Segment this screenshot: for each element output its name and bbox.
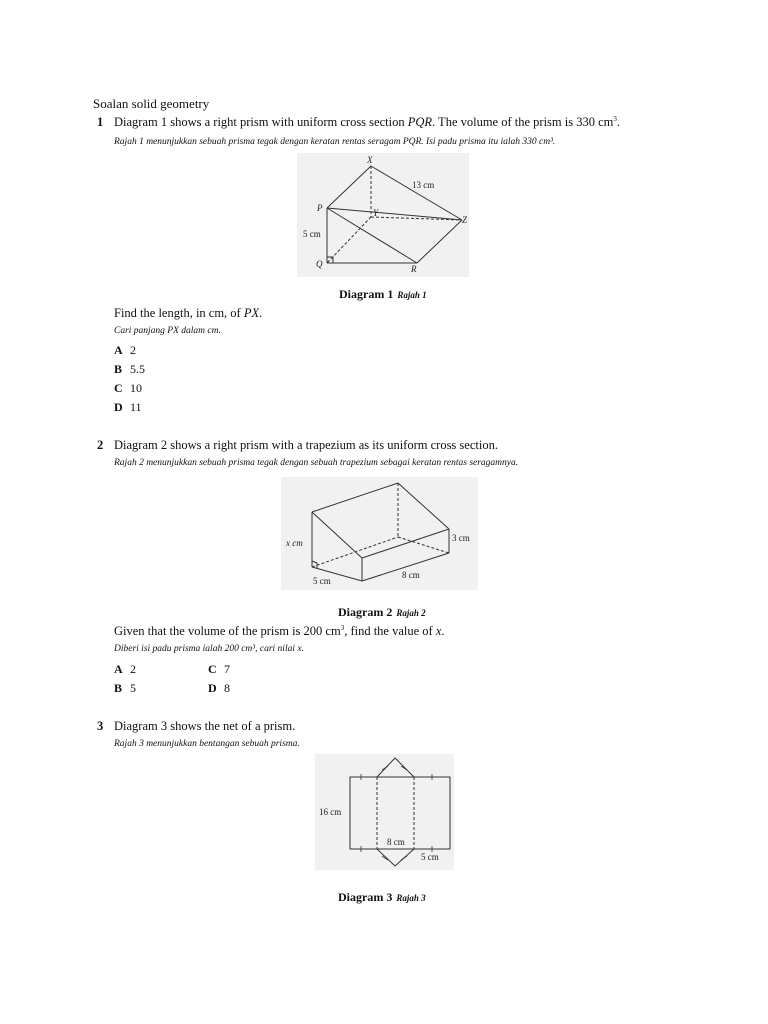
q2-option-b[interactable]: B 5 bbox=[114, 681, 136, 695]
diagram-1 bbox=[297, 153, 469, 277]
label-8cm: 8 cm bbox=[402, 570, 420, 580]
q2-option-a[interactable]: A 2 bbox=[114, 662, 136, 676]
diagram-3 bbox=[315, 754, 454, 870]
label-3cm: 3 cm bbox=[452, 533, 470, 543]
q2-option-d[interactable]: D 8 bbox=[208, 681, 230, 695]
label-x-cm: x cm bbox=[286, 538, 303, 548]
label-5cm: 5 cm bbox=[421, 852, 439, 862]
diagram-3-caption: Diagram 3 Rajah 3 bbox=[338, 890, 426, 904]
label-r: R bbox=[411, 264, 417, 274]
page-title: Soalan solid geometry bbox=[93, 96, 210, 111]
diagram-2 bbox=[281, 477, 478, 590]
question-1-malay: Rajah 1 menunjukkan sebuah prisma tegak dengan keratan rentas seragam PQR. Isi padu prisma itu ialah 330 cm³. bbox=[114, 137, 556, 147]
label-p: P bbox=[317, 203, 323, 213]
question-1-text: Diagram 1 shows a right prism with uniform cross section PQR. The volume of the prism is 330 $cm^3$. bbox=[114, 115, 620, 130]
question-2-text: Diagram 2 shows a right prism with a trapezium as its uniform cross section. bbox=[114, 438, 498, 452]
question-1-prompt-malay: Cari panjang PX dalam cm. bbox=[114, 326, 221, 336]
label-16cm: 16 cm bbox=[319, 807, 342, 817]
question-3-malay: Rajah 3 menunjukkan bentangan sebuah prisma. bbox=[114, 739, 300, 749]
label-x: X bbox=[367, 155, 373, 165]
question-3-text: Diagram 3 shows the net of a prism. bbox=[114, 719, 296, 733]
question-3-number: 3 bbox=[97, 719, 104, 733]
q1-option-d[interactable]: D 11 bbox=[114, 400, 142, 414]
question-1-prompt: Find the length, in cm, of PX. bbox=[114, 306, 263, 320]
q1-option-b[interactable]: B 5.5 bbox=[114, 362, 145, 376]
label-13cm: 13 cm bbox=[412, 180, 435, 190]
diagram-2-caption: Diagram 2 Rajah 2 bbox=[338, 605, 426, 619]
q1-option-a[interactable]: A 2 bbox=[114, 343, 136, 357]
question-2-number: 2 bbox=[97, 438, 104, 452]
label-z: Z bbox=[462, 215, 468, 225]
diagram-1-caption: Diagram 1 Rajah 1 bbox=[339, 287, 427, 301]
q2-option-c[interactable]: C 7 bbox=[208, 662, 230, 676]
label-5cm: 5 cm bbox=[313, 576, 331, 586]
label-q: Q bbox=[316, 259, 323, 269]
q1-option-c[interactable]: C 10 bbox=[114, 381, 142, 395]
label-8cm: 8 cm bbox=[387, 837, 405, 847]
label-y: Y bbox=[373, 208, 379, 218]
question-2-prompt: Given that the volume of the prism is 200 $cm^3$, find the value of x. bbox=[114, 624, 445, 639]
question-2-malay: Rajah 2 menunjukkan sebuah prisma tegak dengan sebuah trapezium sebagai keratan rentas seragamnya. bbox=[114, 458, 519, 468]
question-2-prompt-malay: Diberi isi padu prisma ialah 200 cm³, cari nilai x. bbox=[114, 644, 304, 654]
label-5cm: 5 cm bbox=[303, 229, 321, 239]
question-1-number: 1 bbox=[97, 115, 104, 129]
